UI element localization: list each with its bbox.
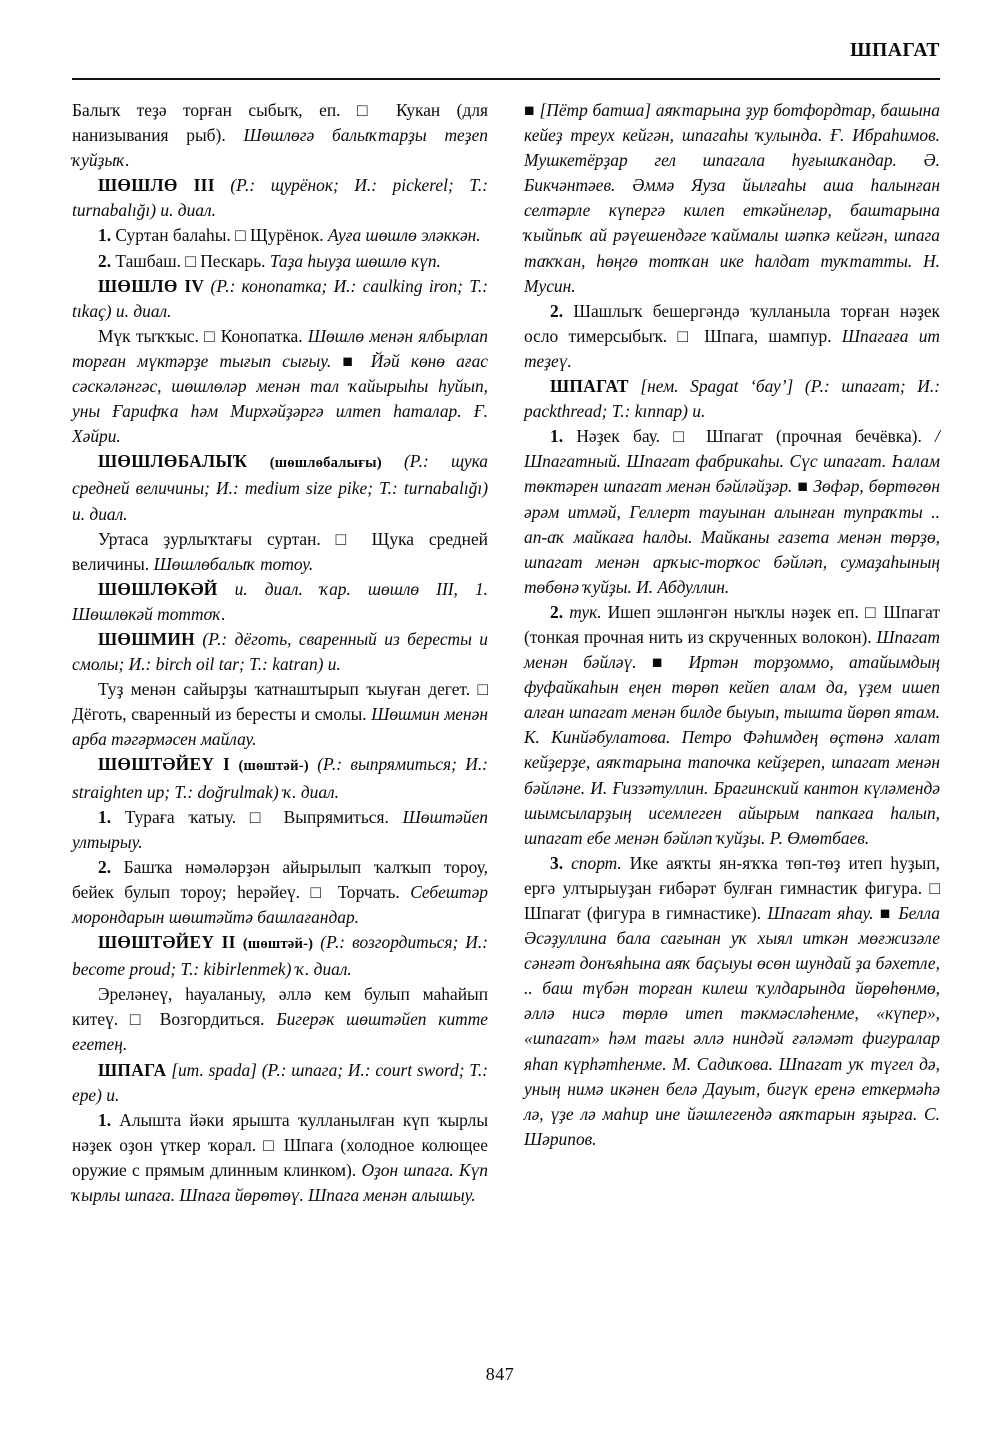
entry-shpaga-sense-2 xyxy=(524,299,940,374)
entry-shoshtayeu-i-sense-1 xyxy=(72,805,488,855)
entry-shoshlobalyk-head xyxy=(72,449,488,526)
sense-number: 1. xyxy=(98,806,112,827)
citation-run: Йәй көнө ағас сәскәләнгәс, шөшлөләр менән тал ҡайырыһы һуйып, уны Ғарифҡа һәм Мирхәйҙәргә илтеп һаталар. Ғ. Хәйри. xyxy=(72,350,488,447)
entry-shoshlo-iii-sense-1 xyxy=(72,223,488,248)
etymology: [нем. Spagat ‘бау’] xyxy=(640,376,794,397)
entry-shoshlo-iii-head xyxy=(72,173,488,223)
sense-text: Ике аяҡты ян-яҡҡа төп-төҙ итеп һуҙып, ергә ултырыуҙан ғибәрәт булған гимнастик фигура. □ Шпагат (фигура в гимнастике). Шпагат яһау. ■ Белла Әсәҙуллина бала сағынан уҡ хыял иткән мөғжизәле сәнғәт донъяһына аяҡ баҫыуы өсөн шундай ҙа бәхетле, .. баш түбән торған килеш ҡулдарында йөрөһөнмө, әллә нисә төрлө итеп тәкмәсләһенме, «күпер», «шпагат» һәм тағы әллә ниндәй ғәләмәт фигуралар яһап күрһәтһенме. М. Садиҡова. Шпагат уҡ түгел дә, уның нимә икәнен белә Дауыт, бигүк еренә еткермәһә лә, үҙе лә маһир ине йәшлегендә аяҡтарын яҙырға. С. Шәрипов. xyxy=(524,852,940,1149)
sense-text: Шашлыҡ бешергәндә ҡулланыла торған нәҙек осло тимерсыбыҡ. □ Шпага, шампур. Шпагаға ит теҙеү. xyxy=(524,300,940,371)
example-run: Шөштәйеп ултырыу. xyxy=(72,806,488,852)
sense-label: тук. xyxy=(569,601,602,622)
headword-variant: (шөшлөбалығы) xyxy=(269,455,382,472)
gloss-line: и. диал. ҡар. шөшлө III, 1. Шөшлөкәй тоттоҡ. xyxy=(72,578,488,624)
gloss-line: (Р.: шпагат; И.: packthread; Т.: kınnap) и. xyxy=(524,376,940,422)
example-run: Шпагат яһау. xyxy=(767,903,880,923)
example-run: Шөшлөбалыҡ тотоу. xyxy=(153,553,314,574)
etymology: [ит. spada] xyxy=(171,1059,257,1080)
entry-shoshtayeu-ii-sense-1 xyxy=(72,982,488,1057)
entry-shoshmin-sense-1 xyxy=(72,677,488,752)
sense-text: Туҙ менән сайырҙы ҡатнаштырып ҡыуған дегет. □ Дёготь, сваренный из бересты и смолы. Шөшмин менән арба тәгәрмәсен майлау. xyxy=(72,679,488,750)
example-run: Таҙа һыуҙа шөшлө күп. xyxy=(269,250,441,271)
entry-shpaga-citation xyxy=(524,98,940,299)
entry-shoshlobalyk-sense-1 xyxy=(72,527,488,577)
entry-shoshlokay xyxy=(72,577,488,627)
gloss-line: (Р.: выпрямиться; И.: straighten up; Т.: doğrulmak) ҡ. диал. xyxy=(72,754,488,802)
example-run: Оҙон шпага. Күп ҡырлы шпага. Шпага йөрөтөү. Шпага менән алышыу. xyxy=(72,1159,488,1206)
gloss-line: (Р.: шпага; И.: court sword; Т.: epe) и. xyxy=(72,1059,488,1105)
gloss-line: (Р.: конопатка; И.: caulking iron; Т.: tıkaç) и. диал. xyxy=(72,275,488,321)
example-run: Бигерәк шөштәйеп китте егетең. xyxy=(72,1009,488,1055)
sense-number: 1. xyxy=(98,225,112,246)
sense-text: Башҡа нәмәләрҙән айырылып ҡалҡып тороу, бейек булып тороу; һерәйеү. □ Торчать. Себештәр морондарын шөштәйтә башлағандар. xyxy=(72,856,488,927)
entry-shpagat-sense-1 xyxy=(524,424,940,600)
example-run: Шпагаға ит теҙеү. xyxy=(524,325,940,371)
entry-carryover-shoshlo-ii xyxy=(72,98,488,173)
example-run: Себештәр морондарын шөштәйтә башлағандар. xyxy=(72,881,488,927)
citation-run: Иртән торҙоммо, атайымдың фуфайкаһын еңен төрөп кейеп алам да, үҙем ишеп алған шпагат менән билде быуып, тышта йөрөп ятам. К. Кинйәбулатова. Петро Фәһимдең өҫтөнә халат кейҙерҙе, аяҡтарына тапочка кейҙереп, шпагат менән бәйләне. И. Ғиззәтуллин. Брагинский кантон күләмендә шымсыларҙың исемлеген айырым папкаға һалып, шпагат ебе менән бәйләп ҡуйҙы. Р. Өмөтбаев. xyxy=(524,652,940,848)
sense-text: Суртан балаһы. □ Щурёнок. Ауға шөшлө эләккән. xyxy=(111,225,481,246)
headword-variant: (шөштәй-) xyxy=(238,758,309,775)
sense-text: Алышта йәки ярышта ҡулланылған күп ҡырлы нәҙек оҙон үткер ҡорал. □ Шпага (холодное колющее оружие с прямым длинным клинком). Оҙон шпага. Күп ҡырлы шпага. Шпага йөрөтөү. Шпага менән алышыу. xyxy=(72,1109,488,1206)
entry-shpaga-head xyxy=(72,1058,488,1108)
header-rule xyxy=(72,78,940,80)
example-run: Шөшлөгә балыҡтарҙы теҙеп ҡуйҙыҡ. xyxy=(72,125,488,171)
gloss-line: (Р.: дёготь, сваренный из бересты и смолы; И.: birch oil tar; Т.: katran) и. xyxy=(72,628,488,675)
sense-text: Нәҙек бау. □ Шпагат (прочная бечёвка). / Шпагатный. Шпагат фабрикаһы. Сүс шпагат. Һалам төктәрен шпагат менән бәйләйҙәр. ■ Зөфәр, бөртөгөн әрәм итмәй, Геллерт тауынан алынған тупраҡты .. ап-аҡ майкаға һалды. Майканы газета менән төрҙө, шпагат менән арҡыс-торҡос бәйләп, сумаҙаһының төбөнә ҡуйҙы. И. Абдуллин. xyxy=(524,426,940,597)
sense-number: 2. xyxy=(98,856,112,877)
sense-text: Ишеп эшләнгән ныҡлы нәҙек еп. □ Шпагат (тонкая прочная нить из скрученных волокон). Шпагат менән бәйләү. ■ Иртән торҙоммо, атайымдың фуфайкаһын еңен төрөп кейеп алам да, үҙем ишеп алған шпагат менән билде быуып, тышта йөрөп ятам. К. Кинйәбулатова. Петро Фәһимдең өҫтөнә халат кейҙерҙе, аяҡтарына тапочка кейҙереп, шпагат менән бәйләне. И. Ғиззәтуллин. Брагинский кантон күләмендә шымсыларҙың исемлеген айырым папкаға һалып, шпагат ебе менән бәйләп ҡуйҙы. Р. Өмөтбаев. xyxy=(524,601,940,848)
sense-text: Мүк тыҡҡыс. □ Конопатка. Шөшлө менән ялбырлап торған мүктәрҙе тығып сығыу. ■ Йәй көнө ағас сәскәләнгәс, шөшлөләр менән тал ҡайырыһы һуйып, уны Ғарифҡа һәм Мирхәйҙәргә илтеп һаталар. Ғ. Хәйри. xyxy=(72,325,488,447)
sense-label: спорт. xyxy=(571,852,622,873)
headword: ШӨШТӘЙЕҮ II xyxy=(98,932,236,953)
gloss-line: (Р.: щурёнок; И.: pickerel; Т.: turnabalığı) и. диал. xyxy=(72,175,488,221)
sense-number: 1. xyxy=(98,1109,112,1130)
sense-text: Ташбаш. □ Пескарь. Таҙа һыуҙа шөшлө күп. xyxy=(111,250,441,271)
entry-shpaga-sense-1 xyxy=(72,1108,488,1208)
running-head: ШПАГАТ xyxy=(850,40,940,61)
headword: ШӨШЛӨКӘЙ xyxy=(98,578,218,599)
headword: ШӨШМИН xyxy=(98,628,195,649)
entry-shoshmin-head xyxy=(72,627,488,677)
citation-text: ■ [Пётр батша] аяҡтарына ҙур ботфордтар, башына кейеҙ треух кейгән, шпагаһы ҡулында. Ғ. Ибраһимов. Мушкетёрҙар гел шпагала һуғышҡандар. Ә. Бикчәнтәев. Әммә Яуза йылғаһы аша һалынған селтәрле күпергә килеп еткәйнеләр, баштарына ҡыйпыҡ ай рәүешендәге ҡаймалы шәпкә кейгән, шпага таҡҡан, һөңгө тотҡан ике һалдат туҡтатты. Н. Мусин. xyxy=(524,100,940,296)
entry-shoshtayeu-ii-head xyxy=(72,930,488,982)
headword: ШПАГА xyxy=(98,1059,167,1080)
sense-text: Эреләнеү, һауаланыу, әллә кем булып маһайып китеү. □ Возгордиться. Бигерәк шөштәйеп китте егетең. xyxy=(72,984,488,1055)
entry-shpagat-head xyxy=(524,374,940,424)
sense-number: 2. xyxy=(550,300,564,321)
page-number: 847 xyxy=(485,1364,515,1384)
citation-run: Белла Әсәҙуллина бала сағынан уҡ хыял иткән мөғжизәле сәнғәт донъяһына аяҡ баҫыуы өсөн шундай ҙа бәхетле, .. баш түбән торған килеш ҡулдарында йөрөһөнмө, әллә нисә төрлө итеп тәкмәсләһенме, «күпер», «шпагат» һәм тағы әллә ниндәй ғәләмәт фигуралар яһап күрһәтһенме. М. Садиҡова. Шпагат уҡ түгел дә, уның нимә икәнен белә Дауыт, бигүк еренә еткермәһә лә, үҙе лә маһир ине йәшлегендә аяҡтарын яҙырға. С. Шәрипов. xyxy=(524,903,940,1149)
headword: ШПАГАТ xyxy=(550,376,629,397)
headword: ШӨШТӘЙЕҮ I xyxy=(98,754,231,775)
headword: ШӨШЛӨ III xyxy=(98,175,215,196)
entry-shoshlo-iv-head xyxy=(72,274,488,324)
right-column xyxy=(524,98,940,1328)
left-column xyxy=(72,98,488,1328)
headword-variant: (шөштәй-) xyxy=(242,936,314,953)
sense-number: 2. xyxy=(550,601,564,622)
entry-shoshtayeu-i-sense-2 xyxy=(72,855,488,930)
gloss-line: (Р.: щука средней величины; И.: medium size pike; Т.: turnabalığı) и. диал. xyxy=(72,451,488,524)
headword: ШӨШЛӨБАЛЫҠ xyxy=(98,451,248,472)
sense-text: Балыҡ теҙә торған сыбыҡ, еп. □ Кукан (для нанизывания рыб). Шөшлөгә балыҡтарҙы теҙеп ҡуйҙыҡ. xyxy=(72,100,488,171)
sense-text: Тураға ҡатыу. □ Выпрямиться. Шөштәйеп ултырыу. xyxy=(72,806,488,852)
entry-shoshtayeu-i-head xyxy=(72,752,488,804)
entry-shpagat-sense-2 xyxy=(524,600,940,851)
sense-text: Уртаса ҙурлыҡтағы суртан. □ Щука средней величины. Шөшлөбалыҡ тотоу. xyxy=(72,528,488,574)
entry-shoshlo-iii-sense-2 xyxy=(72,249,488,274)
body-columns xyxy=(72,98,940,1328)
headword: ШӨШЛӨ IV xyxy=(98,275,205,296)
entry-shoshlo-iv-sense-1 xyxy=(72,324,488,449)
gloss-line: (Р.: возгордиться; И.: become proud; Т.: kibirlenmek) ҡ. диал. xyxy=(72,932,488,980)
entry-shpagat-sense-3 xyxy=(524,851,940,1152)
example-run: Ауға шөшлө эләккән. xyxy=(327,225,481,246)
example-run: Шпагат менән бәйләү. xyxy=(524,626,940,673)
sense-number: 3. xyxy=(550,852,564,873)
citation-run: Зөфәр, бөртөгөн әрәм итмәй, Геллерт тауынан алынған тупраҡты .. ап-аҡ майкаға һалды. Майканы газета менән төрҙө, шпагат менән арҡыс-торҡос бәйләп, сумаҙаһының төбөнә ҡуйҙы. И. Абдуллин. xyxy=(524,476,940,597)
example-run: Шөшлө менән ялбырлап торған мүктәрҙе тығып сығыу. xyxy=(72,325,488,371)
example-run: / Шпагатный. Шпагат фабрикаһы. Сүс шпагат. Һалам төктәрен шпагат менән бәйләйҙәр. xyxy=(524,426,940,497)
sense-number: 2. xyxy=(98,250,112,271)
example-run: Шөшмин менән арба тәгәрмәсен майлау. xyxy=(72,704,488,750)
sense-number: 1. xyxy=(550,426,564,447)
